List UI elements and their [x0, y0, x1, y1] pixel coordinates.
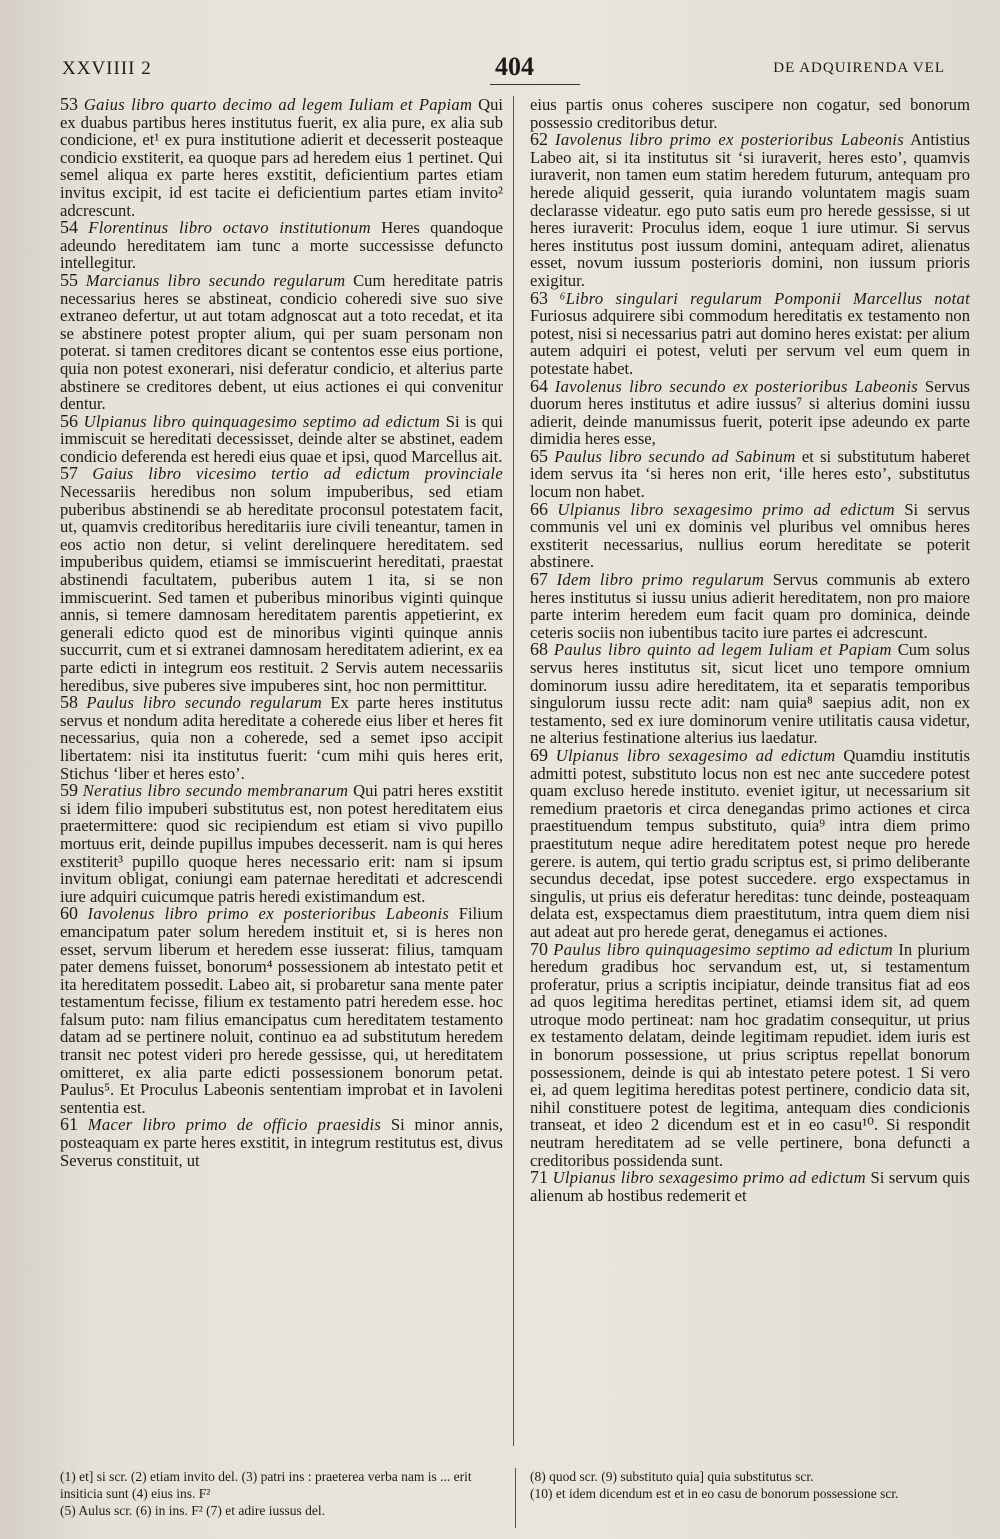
fragment-number: 57 — [60, 463, 78, 484]
fragment-inscription: Paulus libro secundo ad Sabinum — [554, 446, 796, 466]
fragment-text: Si is qui immiscuit se hereditati decessisset, deinde alter se abstinet, eadem condicio deferenda est heredi eius quae et ipsi, quod Marcellus ait. — [60, 411, 503, 466]
fragment-number: 64 — [530, 375, 548, 396]
fragment-text: Cum solus servus heres institutus sit, sicut licet uno tempore omnium dominorum iussu adire hereditatem, ita et separatis temporibus singulorum iussu recte adit: nam quia⁸ saepius adit, non ex testamento, sed ex iure dominorum venire utilitatis causa videtur, ne alterius festinatione alterius ius laedatur. — [530, 640, 971, 748]
fragment-text: Cum hereditate patris necessarius heres se abstineat, condicio coheredi sive suo sive extraneo defertur, ut aut totam adgnoscat aut a toto recedat, et ita se abstinere potest propter alium, qui per suam personam non poterat. si tamen creditores dicant se contentos esse eius portione, quia non potest exonerari, nisi deferatur condicio, et alterius parte abstinere se creditores debent, ut eius actiones ei qui convenitur dentur. — [60, 270, 503, 414]
text-columns — [60, 94, 971, 1456]
fragment-number: 54 — [60, 217, 78, 238]
fragment-inscription: Paulus libro quinto ad legem Iuliam et Papiam — [553, 640, 892, 660]
fragment-text: Si servum quis alienum ab hostibus redemerit et — [530, 1168, 971, 1205]
fragment-inscription: Macer libro primo de officio praesidis — [87, 1115, 382, 1135]
fragment-number: 71 — [530, 1167, 548, 1188]
fragment-paragraph — [530, 641, 970, 747]
fragment-inscription: Paulus libro secundo regularum — [86, 693, 323, 713]
fragment-number: 60 — [60, 903, 78, 924]
fragment-paragraph — [530, 131, 970, 289]
fragment-number: 58 — [60, 692, 78, 713]
fragment-number: 55 — [60, 269, 78, 290]
fragment-paragraph — [530, 287, 970, 378]
page-number-rule — [490, 84, 580, 85]
fragment-number: 62 — [530, 129, 548, 150]
footnotes-left — [60, 1468, 510, 1519]
fragment-text: Furiosus adquirere sibi commodum hereditatis ex testamento non potest, nisi si necessarius patri aut domino heres existat: per alium autem adquiri ei potest, veluti per servum vel eum quem in potestate habet. — [530, 306, 970, 378]
fragment-inscription: Ulpianus libro sexagesimo ad edictum — [555, 745, 836, 765]
fragment-paragraph — [530, 1169, 970, 1204]
fragment-number: 70 — [530, 938, 548, 959]
fragment-paragraph — [60, 269, 503, 414]
header-title-ref: XXVIIII 2 — [62, 58, 152, 79]
fragment-inscription: Gaius libro vicesimo tertio ad edictum provinciale — [92, 464, 503, 484]
fragment-paragraph — [530, 96, 970, 131]
fragment-text: Qui ex duabus partibus heres institutus fuerit, ex alia pure, ex alia sub condicione, et¹ ex pura institutione adierit et decesserit posteaque condicio exstiterit, ea quoque pars ad heredem eius 1 pertinet. Qui semel aliqua ex parte heres exstitit, deficientium partes etiam invitus excipit, id est tacite ei deficientium partes etiam invito² adcrescunt. — [60, 95, 503, 220]
fragment-inscription: ⁶Libro singulari regularum Pomponii Marcellus notat — [559, 288, 970, 308]
footnote-line: (5) Aulus scr. (6) in ins. F² (7) et adire iussus del. — [60, 1503, 326, 1518]
fragment-paragraph — [60, 694, 503, 782]
fragment-paragraph — [530, 744, 970, 941]
footnote-line: (10) et idem dicendum est et in eo casu de bonorum possessione scr. — [530, 1486, 899, 1501]
fragment-inscription: Iavolenus libro primo ex posterioribus Labeonis — [87, 904, 450, 924]
fragment-number: 61 — [60, 1114, 78, 1135]
fragment-inscription: Iavolenus libro primo ex posterioribus Labeonis — [555, 130, 904, 150]
fragment-paragraph — [60, 905, 503, 1116]
fragment-number: 68 — [530, 639, 548, 660]
header-section-title: DE ADQUIRENDA VEL — [773, 60, 945, 76]
fragment-text: Servus communis ab extero heres institutus si iussu unius adierit hereditatem, non pro maiore parte interim heredem eum facit quam pro dominica, deinde ceteris sociis non iubentibus tacito iure partes ei adcrescunt. — [530, 570, 970, 642]
fragment-text: Heres quandoque adeundo hereditatem iam tunc a morte successisse defuncto intellegitur. — [60, 218, 503, 273]
fragment-paragraph — [530, 571, 970, 641]
fragment-inscription: Idem libro primo regularum — [556, 570, 765, 590]
fragment-paragraph — [60, 219, 503, 272]
fragment-inscription: Marcianus libro secundo regularum — [85, 270, 346, 290]
fragment-text: Qui patri heres exstitit si idem filio impuberi substitutus est, non potest hereditatem eius praetermittere: quod sic recipiendum est etiam si vivo pupillo mortuus erit, deinde pupillus impubes decesserit. nam is qui heres exstiterit³ pupillo quoque heres necessario erit: nam si ipsum invitum obligat, coniungi eam paternae hereditati et adcrescendi iure adquiri cuicumque patris heredi existimandum est. — [60, 781, 503, 906]
left-column — [60, 96, 503, 1169]
fragment-number: 53 — [60, 94, 78, 114]
fragment-text: Necessariis heredibus non solum impuberibus, sed etiam puberibus abstinendi se ab hereditate proconsul potestatem facit, ut, quamvis creditoribus hereditariis iure civili teneantur, tamen in eos actio non detur, si velint derelinquere hereditatem. sed impuberibus quidem, etiamsi se immiscuerint hereditati, praestat abstinendi facultatem, puberibus autem 1 ita, si se non immiscuerint. Sed tamen et puberibus minoribus viginti quinque annis, si temere damnosam hereditatem parentis appetierint, ex generali edicto quod est de minoribus viginti quinque annis succurrit, cum et si extranei damnosam hereditatem adierint, ex ea parte edicti in integrum eos restituit. 2 Servis autem necessariis heredibus, sive puberes sive impuberes sint, hoc non permittitur. — [60, 482, 503, 695]
fragment-number: 66 — [530, 498, 548, 519]
fragment-paragraph — [60, 1116, 503, 1169]
fragment-inscription: Ulpianus libro sexagesimo primo ad edictum — [557, 499, 895, 519]
footnote-line: (1) et] si scr. (2) etiam invito del. (3) patri ins : praeterea verba nam is ... erit insiticia sunt (4) eius ins. F² — [60, 1469, 472, 1501]
fragment-text: In plurium heredum gradibus hoc servandum est, ut, si testamentum proferatur, prius a scriptis incipiatur, deinde transitus fiat ad eos ad quos legitima hereditas pertinet, etiamsi idem sit, ad quem utroque modo pertineat: nam hoc gradatim consequitur, ut prius ex testamento delatam, deinde legitimam repudiet. idem iuris est in bonorum possessione, ut prius scriptus repellat bonorum possessionem, deinde is qui ab intestato petere potest. 1 Si vero ei, ad quem legitima hereditas potest pertinere, condicio data sit, nihil constituere potest de legitima, antequam dies condicionis transeat, et ideo 2 dicendum est et in eo casu¹⁰. Si respondit neutram hereditatem ad se velle pertinere, bona defuncti a creditoribus possidenda sunt. — [530, 939, 970, 1170]
fragment-text: Ex parte heres institutus servus et nondum adita hereditate a coherede eius liber et heres fit necessarius, quia non a coherede, sed a semet ipso accipit libertatem: nisi ita institutus fuerit: ‘cum mihi quis heres erit, Stichus ‘liber et heres esto’. — [60, 693, 503, 783]
footnotes — [60, 1468, 952, 1528]
fragment-inscription: Gaius libro quarto decimo ad legem Iuliam et Papiam — [83, 95, 473, 114]
fragment-text: et si substitutum haberet idem servus ita ‘si heres non erit, ‘ille heres esto’, substitutus locum non habet. — [530, 446, 970, 502]
fragment-number: 56 — [60, 410, 78, 431]
fragment-text: Quamdiu institutis admitti potest, substituto locus non est nec ante succedere potest quam excluso herede instituto. eveniet igitur, ut necessarium sit remedium praetoris et circa denegandas primo actiones et circa praestituendum tempus substituto, quia⁹ intra diem primo praestitutum neque adire hereditatem potest neque pro herede gerere. is autem, qui tertio gradu scriptus est, si primo deliberante secundus decedat, ipse potest succedere. ergo exspectamus in singulis, ut prius eis deferatur hereditas: tunc deinde, posteaquam delata est, exspectamus diem praestitutum, intra quem diem nisi aut adeat aut pro herede gerat, denegamus ei actiones. — [530, 745, 970, 941]
fragment-paragraph — [60, 465, 503, 694]
right-column — [530, 96, 970, 1204]
fragment-inscription: Iavolenus libro secundo ex posterioribus Labeonis — [554, 376, 919, 396]
column-divider — [513, 96, 514, 1446]
footnote-line: (8) quod scr. (9) substituto quia] quia substitutus scr. — [530, 1469, 814, 1484]
fragment-paragraph — [530, 938, 970, 1170]
fragment-text: Si minor annis, posteaquam ex parte heres exstitit, in integrum restitutus est, divus Severus constituit, ut — [60, 1115, 503, 1170]
fragment-text: Servus duorum heres institutus et adire iussus⁷ si alterius domini iussu adierit, deinde manumissus fuerit, poterit ipse adeundo ex parte dimidia heres esse, — [530, 376, 971, 449]
fragment-inscription: Ulpianus libro quinquagesimo septimo ad edictum — [83, 411, 441, 431]
fragment-inscription: Paulus libro quinquagesimo septimo ad edictum — [553, 939, 894, 959]
fragment-inscription: Florentinus libro octavo institutionum — [88, 218, 371, 238]
running-header — [60, 52, 945, 86]
fragment-number: 59 — [60, 780, 78, 801]
fragment-text: Filium emancipatum pater solum heredem instituit et, si is heres non esset, servum liberum et heredem esse iusserat: filius, tamquam pater demens fuisset, bonorum⁴ possessionem ab intestato petit et ita hereditatem possedit. Labeo ait, si probaretur sana mente pater testamentum fecisse, filium ex testamento patri heredem esse. hoc falsum puto: nam filius emancipatus cum hereditatem testamento datam ad se pertinere noluit, continuo ea ad substitutum heredem transit nec potest videri pro herede gessisse, qui, ut hereditatem omitteret, ex alia parte edicti possessionem bonorum petat. Paulus⁵. Et Proculus Labeonis sententiam improbat et in Iavoleni sententia est. — [60, 904, 503, 1117]
fragment-text: eius partis onus coheres suscipere non cogatur, sed bonorum possessio creditoribus detur. — [530, 95, 970, 132]
fragment-paragraph — [530, 498, 970, 572]
fragment-number: 65 — [530, 445, 548, 466]
fragment-paragraph — [530, 445, 970, 502]
footnote-divider — [515, 1468, 516, 1528]
fragment-inscription: Neratius libro secundo membranarum — [82, 781, 349, 801]
fragment-inscription: Ulpianus libro sexagesimo primo ad edictum — [552, 1168, 866, 1188]
fragment-paragraph — [530, 375, 971, 449]
page-number: 404 — [495, 52, 534, 81]
fragment-number: 69 — [530, 744, 548, 765]
fragment-text: Si servus communis vel uni ex dominis vel pluribus vel omnibus heres exstiterit necessarius, nullius eorum hereditate se poterit abstinere. — [530, 499, 970, 572]
footnotes-right — [530, 1468, 970, 1502]
fragment-number: 63 — [530, 287, 548, 308]
fragment-paragraph — [60, 96, 503, 219]
fragment-paragraph — [60, 782, 503, 905]
fragment-paragraph — [60, 410, 503, 466]
fragment-text: Antistius Labeo ait, si ita institutus sit ‘si iuraverit, heres esto’, quamvis iuraverit, non tamen eum statim heredem futurum, antequam pro herede aliquid gesserit, quia iurando voluntatem magis suam declarasse videatur. ego puto satis eum pro herede gessisse, si ut heres iuraverit: Proculus idem, eoque 1 iure utimur. Si servus heres institutus post iussum domini, antequam adiret, alienatus esset, novum iussum posterioris domini, non iussum prioris exigitur. — [530, 130, 971, 290]
fragment-number: 67 — [530, 569, 548, 590]
